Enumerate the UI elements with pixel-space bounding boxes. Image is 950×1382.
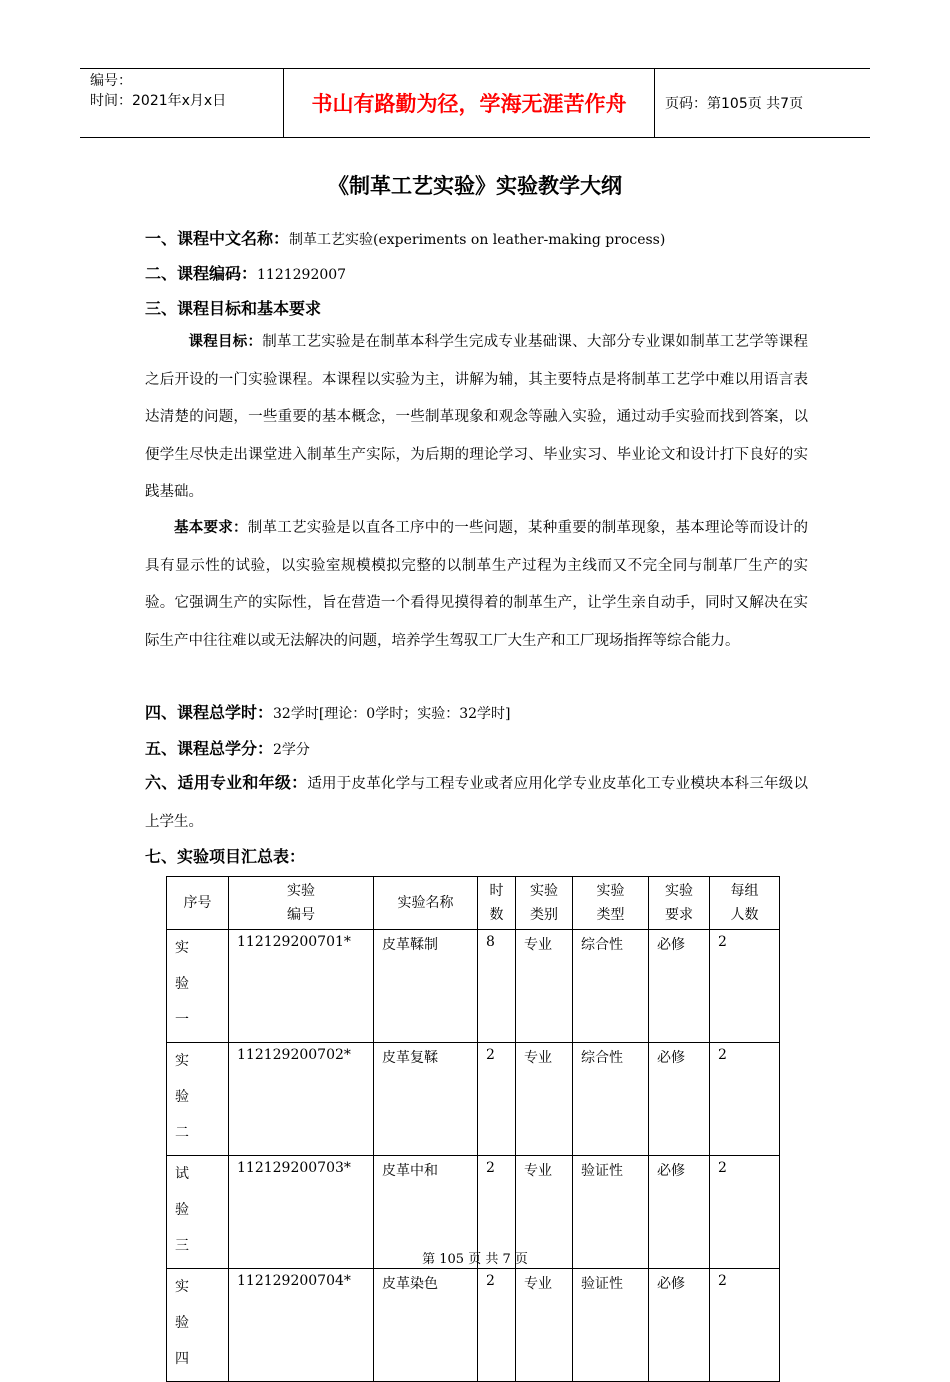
cell-code: 112129200704* (229, 1269, 374, 1382)
section-credits (145, 736, 310, 759)
section-total-hours-label: 四、课程总学时： (145, 703, 274, 722)
cell-name: 皮革鞣制 (374, 930, 478, 1043)
cell-code: 112129200701* (229, 930, 374, 1043)
th-group-size: 每组 人数 (710, 877, 780, 930)
cell-category: 专业 (516, 930, 573, 1043)
th-hours: 时 数 (478, 877, 516, 930)
section-total-hours-value: 32学时[理论：0学时；实验：32学时] (273, 706, 511, 722)
doc-time-label: 时间：2021年x月x日 (90, 93, 227, 109)
requirement-paragraph (145, 510, 808, 660)
cell-hours: 2 (478, 1043, 516, 1156)
header-motto: 书山有路勤为径，学海无涯苦作舟 (283, 69, 655, 137)
cell-seq: 试验 三 (167, 1156, 229, 1269)
section-total-hours (145, 700, 510, 723)
goal-label: 课程目标： (188, 334, 263, 350)
section-majors-value: 适用于皮革化学与工程专业或者应用化学专业皮革化工专业模块本科三年级以上学生。 (145, 776, 808, 830)
table-row (167, 1043, 780, 1156)
cell-category: 专业 (516, 1269, 573, 1382)
cell-name: 皮革中和 (374, 1156, 478, 1269)
cell-seq: 实验 四 (167, 1269, 229, 1382)
section-course-code-value: 1121292007 (257, 267, 347, 283)
th-name: 实验名称 (374, 877, 478, 930)
th-requirement: 实验 要求 (649, 877, 710, 930)
cell-type: 验证性 (573, 1156, 649, 1269)
section-majors-label: 六、适用专业和年级： (145, 773, 308, 792)
section-course-code-label: 二、课程编码： (145, 264, 258, 283)
th-type: 实验 类型 (573, 877, 649, 930)
cell-type: 综合性 (573, 930, 649, 1043)
cell-category: 专业 (516, 1156, 573, 1269)
cell-category: 专业 (516, 1043, 573, 1156)
cell-hours: 8 (478, 930, 516, 1043)
section-credits-label: 五、课程总学分： (145, 739, 274, 758)
cell-seq: 实验 一 (167, 930, 229, 1043)
page-title: 《制革工艺实验》实验教学大纲 (328, 174, 622, 198)
cell-group-size: 2 (710, 1043, 780, 1156)
header-left (80, 69, 283, 137)
section-course-name (145, 226, 665, 249)
th-code: 实验 编号 (229, 877, 374, 930)
cell-requirement: 必修 (649, 930, 710, 1043)
section-credits-value: 2学分 (273, 742, 310, 758)
table-row (167, 1269, 780, 1382)
page-footer: 第 105 页 共 7 页 (422, 1252, 528, 1267)
section-course-code (145, 261, 346, 284)
goal-paragraph (145, 324, 808, 512)
section-goals-heading (145, 296, 321, 319)
cell-name: 皮革复鞣 (374, 1043, 478, 1156)
cell-code: 112129200703* (229, 1156, 374, 1269)
cell-hours: 2 (478, 1269, 516, 1382)
cell-hours: 2 (478, 1156, 516, 1269)
requirement-label: 基本要求： (174, 520, 248, 536)
header-page-label: 页码：第105页 共7页 (665, 96, 804, 112)
page-header (80, 68, 870, 138)
cell-group-size: 2 (710, 1269, 780, 1382)
th-seq: 序号 (167, 877, 229, 930)
table-header-row (167, 877, 780, 930)
cell-group-size: 2 (710, 1156, 780, 1269)
requirement-text: 制革工艺实验是以直各工序中的一些问题，某种重要的制革现象，基本理论等而设计的具有显示性的试验，以实验室规模模拟完整的以制革生产过程为主线而又不完全同与制革厂生产的实验。它强调生产的实际性，旨在营造一个看得见摸得着的制革生产，让学生亲自动手，同时又解决在实际生产中往往难以或无法解决的问题，培养学生驾驭工厂大生产和工厂现场指挥等综合能力。 (145, 520, 808, 649)
experiment-summary-table (166, 876, 780, 1382)
table-row (167, 930, 780, 1043)
cell-name: 皮革染色 (374, 1269, 478, 1382)
goal-text: 制革工艺实验是在制革本科学生完成专业基础课、大部分专业课如制革工艺学等课程之后开设的一门实验课程。本课程以实验为主，讲解为辅，其主要特点是将制革工艺学中难以用语言表达清楚的问题，一些重要的基本概念，一些制革现象和观念等融入实验，通过动手实验而找到答案，以便学生尽快走出课堂进入制革生产实际，为后期的理论学习、毕业实习、毕业论文和设计打下良好的实践基础。 (145, 334, 808, 500)
cell-group-size: 2 (710, 930, 780, 1043)
section-course-name-label: 一、课程中文名称： (145, 229, 290, 248)
doc-number-label: 编号： (90, 73, 132, 89)
cell-type: 综合性 (573, 1043, 649, 1156)
section-goals-label: 三、课程目标和基本要求 (145, 299, 322, 318)
cell-requirement: 必修 (649, 1156, 710, 1269)
cell-seq: 实验 二 (167, 1043, 229, 1156)
cell-code: 112129200702* (229, 1043, 374, 1156)
cell-type: 验证性 (573, 1269, 649, 1382)
cell-requirement: 必修 (649, 1043, 710, 1156)
section-course-name-value: 制革工艺实验(experiments on leather-making process) (289, 232, 666, 248)
cell-requirement: 必修 (649, 1269, 710, 1382)
section-majors (145, 764, 808, 841)
th-category: 实验 类别 (516, 877, 573, 930)
section-summary-table-heading (145, 844, 305, 867)
section-summary-table-label: 七、实验项目汇总表： (145, 847, 306, 866)
